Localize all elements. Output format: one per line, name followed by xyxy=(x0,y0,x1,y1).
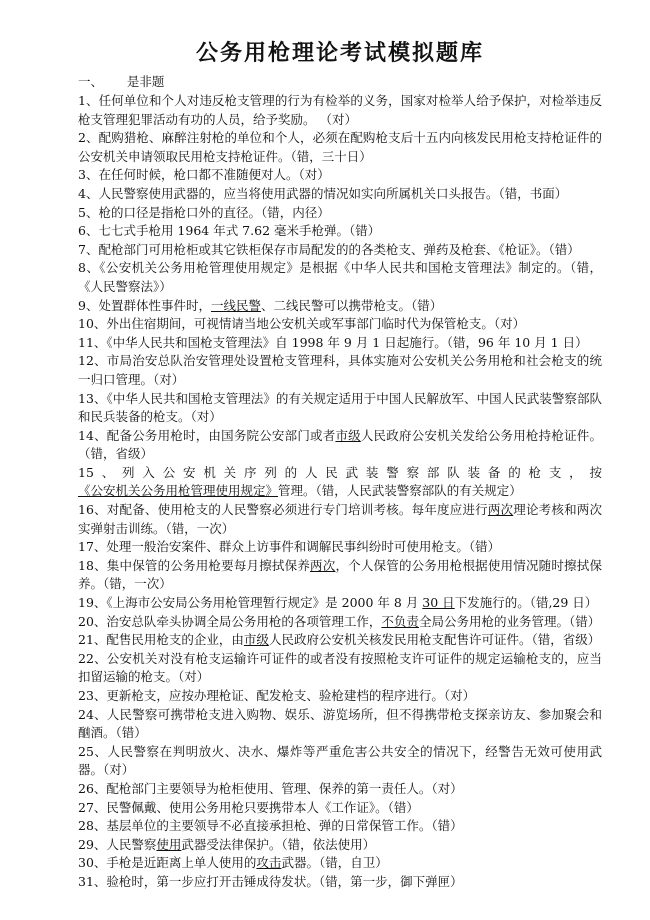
question-text: 、二线民警可以携带枪支。（错） xyxy=(260,297,443,313)
question-text: 3、在任何时候，枪口都不准随便对人。（对） xyxy=(78,167,330,183)
question-item xyxy=(78,873,602,892)
question-text: 1、任何单位和个人对违反枪支管理的行为有检举的义务，国家对检举人给予保护，对检举违反枪支管理犯罪活动有功的人员，给予奖励。 （对） xyxy=(78,93,602,127)
question-item xyxy=(78,501,602,538)
question-text: 13、《中华人民共和国枪支管理法》的有关规定适用于中国人民解放军、中国人民武装警察部队和民兵装备的枪支。（对） xyxy=(78,390,602,425)
question-item xyxy=(78,129,602,166)
document-title: 公务用枪理论考试模拟题库 xyxy=(195,41,484,66)
question-item xyxy=(78,259,602,296)
underlined-term: 不负责 xyxy=(381,613,419,629)
question-text: 15、列入公安机关序列的人民武装警察部队装备的枪支，按 xyxy=(78,464,602,480)
question-item xyxy=(78,594,602,613)
underlined-term: 使用 xyxy=(156,836,182,852)
question-text: 21、配售民用枪支的企业，由 xyxy=(78,632,244,648)
question-text: 19、《上海市公安局公务用枪管理暂行规定》是 2000 年 8 月 xyxy=(78,595,423,611)
question-item xyxy=(78,297,602,316)
question-item xyxy=(78,464,602,501)
question-text: 人民政府公安机关发给公务用枪持枪证件。（错，省级） xyxy=(78,427,602,462)
underlined-term: 一线民警 xyxy=(210,297,261,313)
question-list xyxy=(78,92,602,892)
question-item xyxy=(78,352,602,389)
question-item xyxy=(78,222,602,241)
question-text: 14、配备公务用枪时，由国务院公安部门或者 xyxy=(78,427,336,443)
question-item xyxy=(78,241,602,260)
question-item xyxy=(78,687,602,706)
question-text: 全局公务用枪的业务管理。（错） xyxy=(418,613,601,629)
question-text: 23、更新枪支，应按办理枪证、配发枪支、验枪建档的程序进行。（对） xyxy=(78,688,476,703)
question-item xyxy=(78,613,602,632)
question-item xyxy=(78,334,602,353)
question-text: 12、市局治安总队治安管理处设置枪支管理科，具体实施对公安机关公务用枪和社会枪支的统一归口管理。（对） xyxy=(78,353,602,387)
underlined-term: 市级 xyxy=(335,427,361,443)
question-item xyxy=(78,557,602,594)
question-item xyxy=(78,743,602,780)
question-text: 16、对配备、使用枪支的人民警察必须进行专门培训考核。每年度应进行 xyxy=(78,502,488,518)
question-item xyxy=(78,427,602,464)
question-text: 31、验枪时，第一步应打开击锤成待发状。（错，第一步，御下弹匣） xyxy=(78,873,463,889)
question-item xyxy=(78,166,602,185)
question-text: 9、处置群体性事件时， xyxy=(78,297,211,313)
underlined-term: 市级 xyxy=(243,632,269,648)
question-item xyxy=(78,706,602,743)
question-item xyxy=(78,854,602,873)
question-text: 管理。（错，人民武装警察部队的有关规定） xyxy=(278,483,522,499)
question-text: 24、人民警察可携带枪支进入购物、娱乐、游览场所，但不得携带枪支探亲访友、参加聚会和酗酒。（错） xyxy=(78,706,602,741)
question-item xyxy=(78,799,602,818)
question-item xyxy=(78,650,602,687)
question-item xyxy=(78,631,602,650)
question-text: 28、基层单位的主要领导不必直接承担枪、弹的日常保管工作。（错） xyxy=(78,818,463,834)
underlined-term: 30 日 xyxy=(422,595,455,611)
question-item xyxy=(78,204,602,223)
question-text: ，个人保管的公务用枪根据使用情况随时擦拭保养。（错，一次） xyxy=(78,557,602,592)
question-item xyxy=(78,836,602,855)
section-number: 一、 xyxy=(78,74,104,89)
question-text: 26、配枪部门主要领导为枪柜使用、管理、保养的第一责任人。（对） xyxy=(78,780,463,796)
question-item xyxy=(78,92,602,129)
question-text: 17、处理一般治安案件、群众上访事件和调解民事纠纷时可使用枪支。（错） xyxy=(78,539,501,555)
question-item xyxy=(78,390,602,427)
question-item xyxy=(78,817,602,836)
question-text: 18、集中保管的公务用枪要每月擦拭保养 xyxy=(78,557,311,573)
underlined-term: 两次 xyxy=(487,502,514,518)
question-text: 6、七七式手枪用 1964 年式 7.62 毫米手枪弹。（错） xyxy=(78,223,381,239)
underlined-term: 攻击 xyxy=(256,855,282,871)
question-text: 25、人民警察在判明放火、决水、爆炸等严重危害公共安全的情况下，经警告无效可使用武器。（对） xyxy=(78,743,602,778)
question-text: 武器。（错，自卫） xyxy=(281,855,388,871)
question-text: 11、《中华人民共和国枪支管理法》自 1998 年 9 月 1 日起施行。（错，96 年 10 月 1 日） xyxy=(78,334,588,350)
question-text: 2、配购猎枪、麻醉注射枪的单位和个人，必须在配购枪支后十五内向核发民用枪支持枪证件的公安机关申请领取民用枪支持枪证件。（错，三十日） xyxy=(78,130,602,164)
question-text: 10、外出住宿期间，可视情请当地公安机关或军事部门临时代为保管枪支。（对） xyxy=(78,316,526,332)
section-label: 是非题 xyxy=(126,74,165,89)
underlined-term: 《公安机关公务用枪管理使用规定》 xyxy=(78,483,279,499)
question-item xyxy=(78,538,602,557)
question-item xyxy=(78,315,602,334)
question-text: 7、配枪部门可用枪柜或其它铁柜保存市局配发的的各类枪支、弹药及枪套、《枪证》。（错） xyxy=(78,241,580,257)
question-text: 30、手枪是近距离上单人使用的 xyxy=(78,855,257,871)
question-text: 理论考核和两次实弹射击训练。（错，一次） xyxy=(78,502,602,536)
question-text: 8、《公安机关公务用枪管理使用规定》是根据《中华人民共和国枪支管理法》制定的。（错，《人民警察法》） xyxy=(78,260,602,294)
question-text: 下发施行的。（错,29 日） xyxy=(454,595,598,611)
underlined-term: 两次 xyxy=(310,557,336,573)
question-text: 29、人民警察 xyxy=(78,836,157,852)
question-text: 27、民警佩戴、使用公务用枪只要携带本人《工作证》。（错） xyxy=(78,799,419,815)
question-text: 人民政府公安机关核发民用枪支配售许可证件。（错，省级） xyxy=(268,632,601,648)
question-item xyxy=(78,185,602,204)
question-text: 武器受法律保护。（错，依法使用） xyxy=(181,836,376,852)
question-text: 5、枪的口径是指枪口外的直径。（错，内径） xyxy=(78,204,330,220)
question-item xyxy=(78,780,602,799)
question-text: 22、公安机关对没有枪支运输许可证件的或者没有按照枪支许可证件的规定运输枪支的，应当扣留运输的枪支。（对） xyxy=(78,650,602,685)
question-text: 20、治安总队牵头协调全局公务用枪的各项管理工作， xyxy=(78,613,382,629)
section-heading xyxy=(78,73,602,91)
question-text: 4、人民警察使用武器的，应当将使用武器的情况如实向所属机关口头报告。（错，书面） xyxy=(78,185,568,201)
